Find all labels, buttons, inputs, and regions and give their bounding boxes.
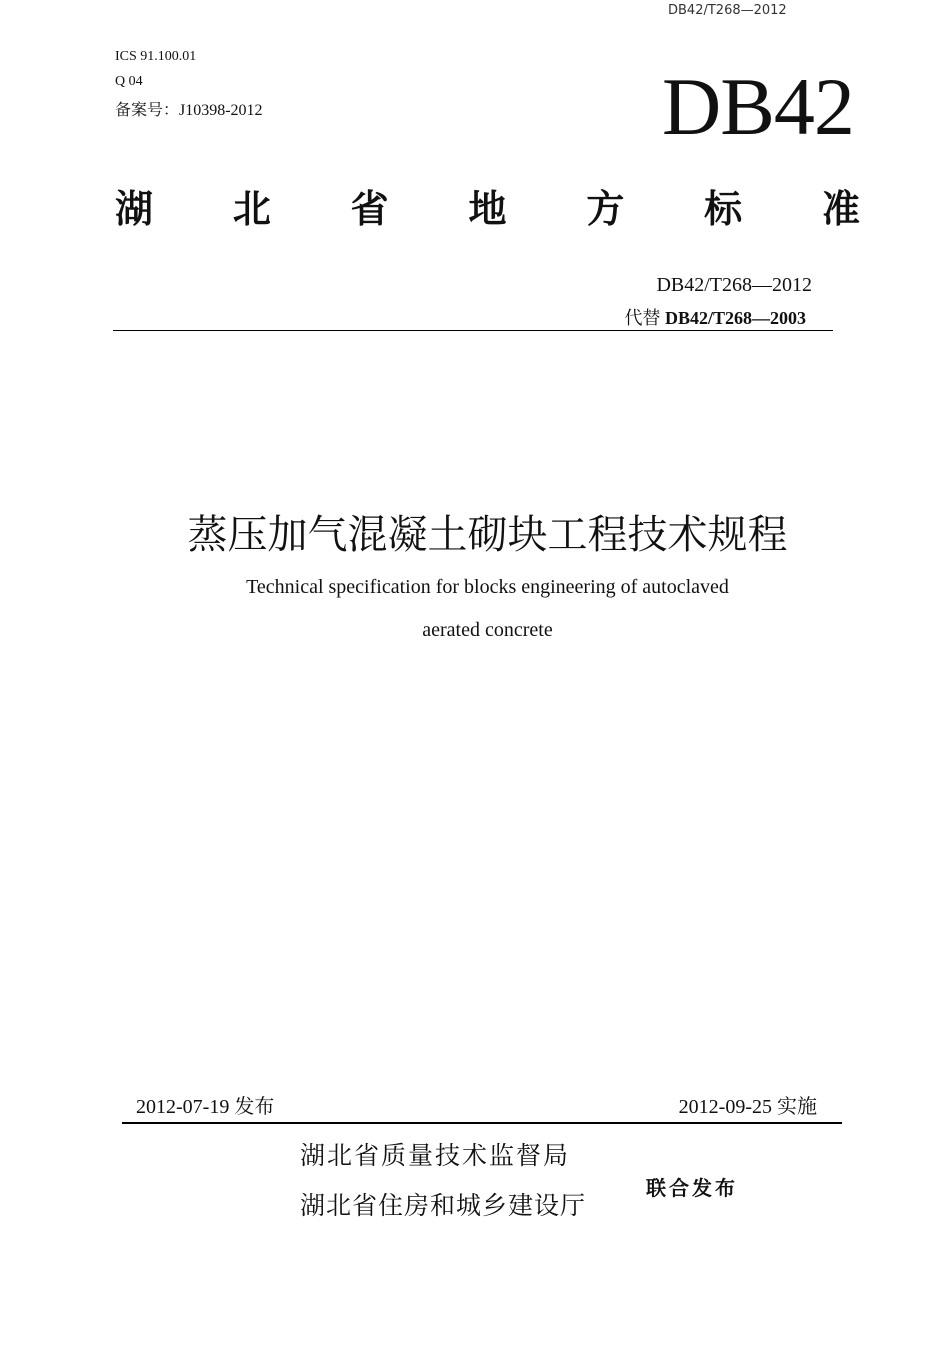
joint-issue-label: 联合发布 [646, 1176, 738, 1200]
standard-type-heading [115, 178, 860, 233]
document-title-zh: 蒸压加气混凝土砌块工程技术规程 [187, 512, 788, 558]
header-standard-code: DB42/T268—2012 [668, 3, 787, 18]
document-title-en-line2: aerated concrete [422, 619, 553, 641]
issuer-housing-department: 湖北省住房和城乡建设厅 [300, 1191, 587, 1220]
document-title-en-line1: Technical specification for blocks engineering of autoclaved [246, 576, 729, 598]
standard-number: DB42/T268—2012 [656, 274, 812, 296]
replaces-code: DB42/T268—2003 [664, 308, 806, 328]
replaces-line [624, 304, 806, 330]
standard-type-char: 地 [468, 187, 507, 231]
publish-date: 2012-07-19 发布 [136, 1096, 275, 1118]
standard-type-char: 准 [821, 187, 860, 231]
replaces-prefix: 代替 [624, 308, 661, 328]
footer-divider [122, 1122, 842, 1124]
standard-type-char: 湖 [115, 187, 154, 231]
category-code: Q 04 [115, 74, 143, 89]
standard-type-char: 省 [350, 187, 389, 231]
db42-logo: DB42 [662, 61, 854, 152]
issuer-quality-bureau: 湖北省质量技术监督局 [300, 1141, 571, 1170]
header-divider [113, 330, 833, 331]
ics-code: ICS 91.100.01 [115, 49, 197, 64]
standard-type-char: 方 [586, 187, 625, 231]
filing-number: 备案号：J10398-2012 [115, 102, 263, 119]
effective-date: 2012-09-25 实施 [678, 1096, 817, 1118]
standard-type-char: 北 [232, 187, 271, 231]
standard-type-char: 标 [704, 187, 743, 231]
